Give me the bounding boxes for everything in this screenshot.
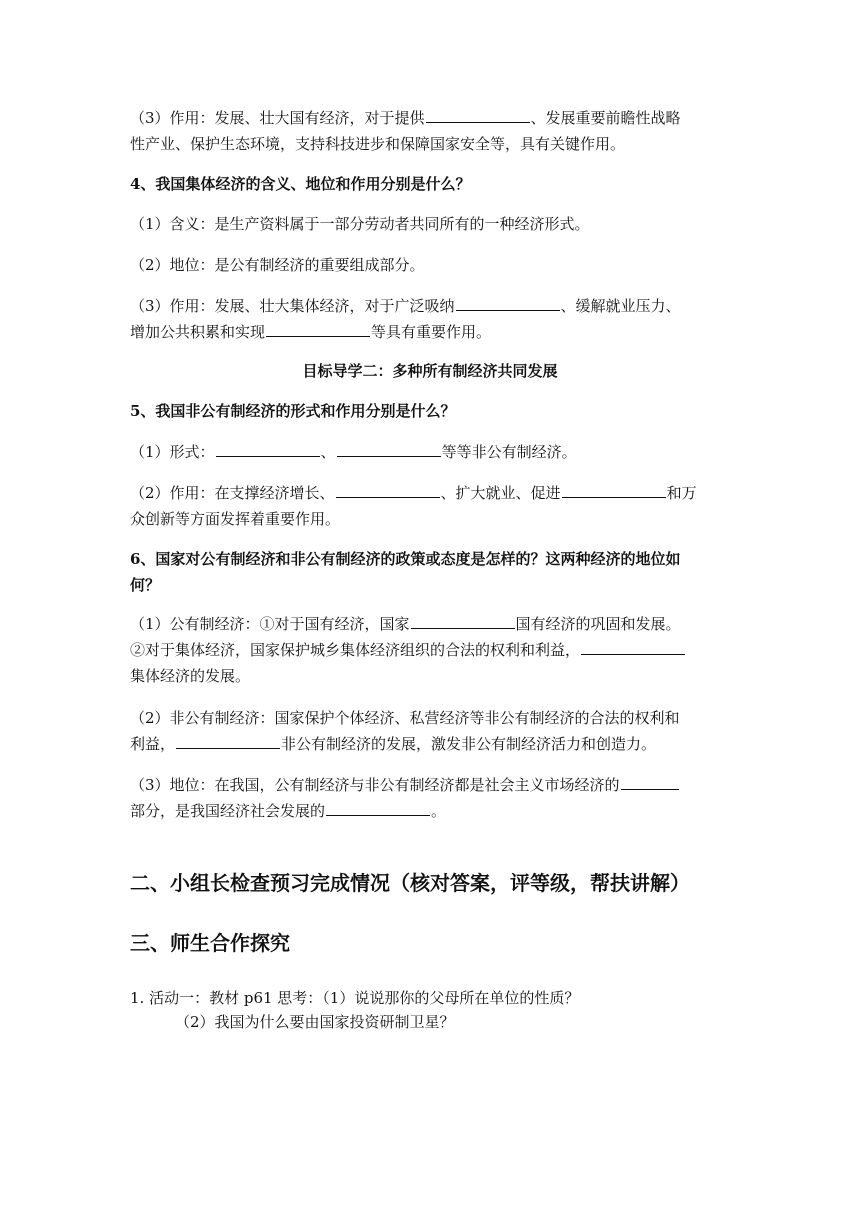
q5-role-line1: [130, 479, 730, 507]
q6-public-line2: [130, 636, 730, 664]
blank-line[interactable]: [621, 773, 679, 790]
blank-line[interactable]: [456, 294, 560, 311]
text: 性产业、保护生态环境，支持科技进步和保障国家安全等，具有关键作用。: [130, 135, 626, 153]
text: 增加公共积累和实现: [130, 323, 266, 341]
q6-public-line1: [130, 610, 730, 638]
text: 非公有制经济的发展，激发非公有制经济活力和创造力。: [281, 735, 657, 753]
blank-line[interactable]: [411, 612, 515, 629]
text: 国有经济的巩固和发展。: [515, 615, 681, 633]
activity-1-line2: （2）我国为什么要由国家投资研制卫星？: [175, 1013, 455, 1031]
q4-role-line2: [130, 318, 730, 346]
question-5-title: 5、我国非公有制经济的形式和作用分别是什么？: [130, 402, 456, 420]
q6-status-line2: [130, 797, 730, 825]
q6-nonpublic-line1: （2）非公有制经济：国家保护个体经济、私营经济等非公有制经济的合法的权利和: [130, 709, 680, 727]
text: 、: [320, 443, 336, 461]
state-economy-role-line1: [130, 104, 730, 132]
blank-line[interactable]: [176, 732, 280, 749]
q5-forms: [130, 438, 730, 466]
text: 、扩大就业、促进: [440, 484, 561, 502]
text: 利益，: [130, 735, 176, 753]
q6-public-line3: 集体经济的发展。: [130, 667, 251, 685]
text: 。: [431, 802, 447, 820]
state-economy-role-line2: [130, 130, 730, 158]
blank-line[interactable]: [216, 440, 320, 457]
text: 等具有重要作用。: [371, 323, 492, 341]
q6-status-line1: [130, 771, 730, 799]
text: 、缓解就业压力、: [560, 297, 681, 315]
text: ②对于集体经济，国家保护城乡集体经济组织的合法的权利和利益，: [130, 641, 581, 659]
blank-line[interactable]: [581, 638, 685, 655]
text: （3）作用：发展、壮大国有经济，对于提供: [130, 109, 425, 127]
blank-line[interactable]: [326, 799, 430, 816]
text: （2）作用：在支撑经济增长、: [130, 484, 335, 502]
blank-line[interactable]: [336, 481, 440, 498]
blank-line[interactable]: [266, 320, 370, 337]
text: （3）作用：发展、壮大集体经济，对于广泛吸纳: [130, 297, 455, 315]
q4-definition: （1）含义：是生产资料属于一部分劳动者共同所有的一种经济形式。: [130, 215, 590, 233]
text: （1）形式：: [130, 443, 215, 461]
question-4-title: 4、我国集体经济的含义、地位和作用分别是什么？: [130, 175, 471, 193]
activity-1-line1: 1. 活动一：教材 p61 思考：（1）说说那你的父母所在单位的性质？: [130, 989, 580, 1007]
q4-status: （2）地位：是公有制经济的重要组成部分。: [130, 256, 425, 274]
text: 、发展重要前瞻性战略: [530, 109, 681, 127]
question-6-title-line1: 6、国家对公有制经济和非公有制经济的政策或态度是怎样的？这两种经济的地位如: [130, 550, 681, 568]
blank-line[interactable]: [562, 481, 666, 498]
q5-role-line2: 众创新等方面发挥着重要作用。: [130, 510, 341, 528]
blank-line[interactable]: [337, 440, 441, 457]
section-3-heading: 三、师生合作探究: [130, 931, 290, 955]
text: 和万: [666, 484, 697, 502]
blank-line[interactable]: [426, 106, 530, 123]
section-2-heading: 二、小组长检查预习完成情况（核对答案，评等级，帮扶讲解）: [130, 871, 690, 895]
text: 等等非公有制经济。: [441, 443, 577, 461]
q4-role-line1: [130, 292, 730, 320]
q6-nonpublic-line2: [130, 730, 730, 758]
text: 部分，是我国经济社会发展的: [130, 802, 326, 820]
question-6-title-line2: 何？: [130, 576, 161, 594]
text: （1）公有制经济：①对于国有经济，国家: [130, 615, 410, 633]
text: （3）地位：在我国，公有制经济与非公有制经济都是社会主义市场经济的: [130, 776, 620, 794]
goal-heading-2: 目标导学二：多种所有制经济共同发展: [302, 362, 558, 380]
